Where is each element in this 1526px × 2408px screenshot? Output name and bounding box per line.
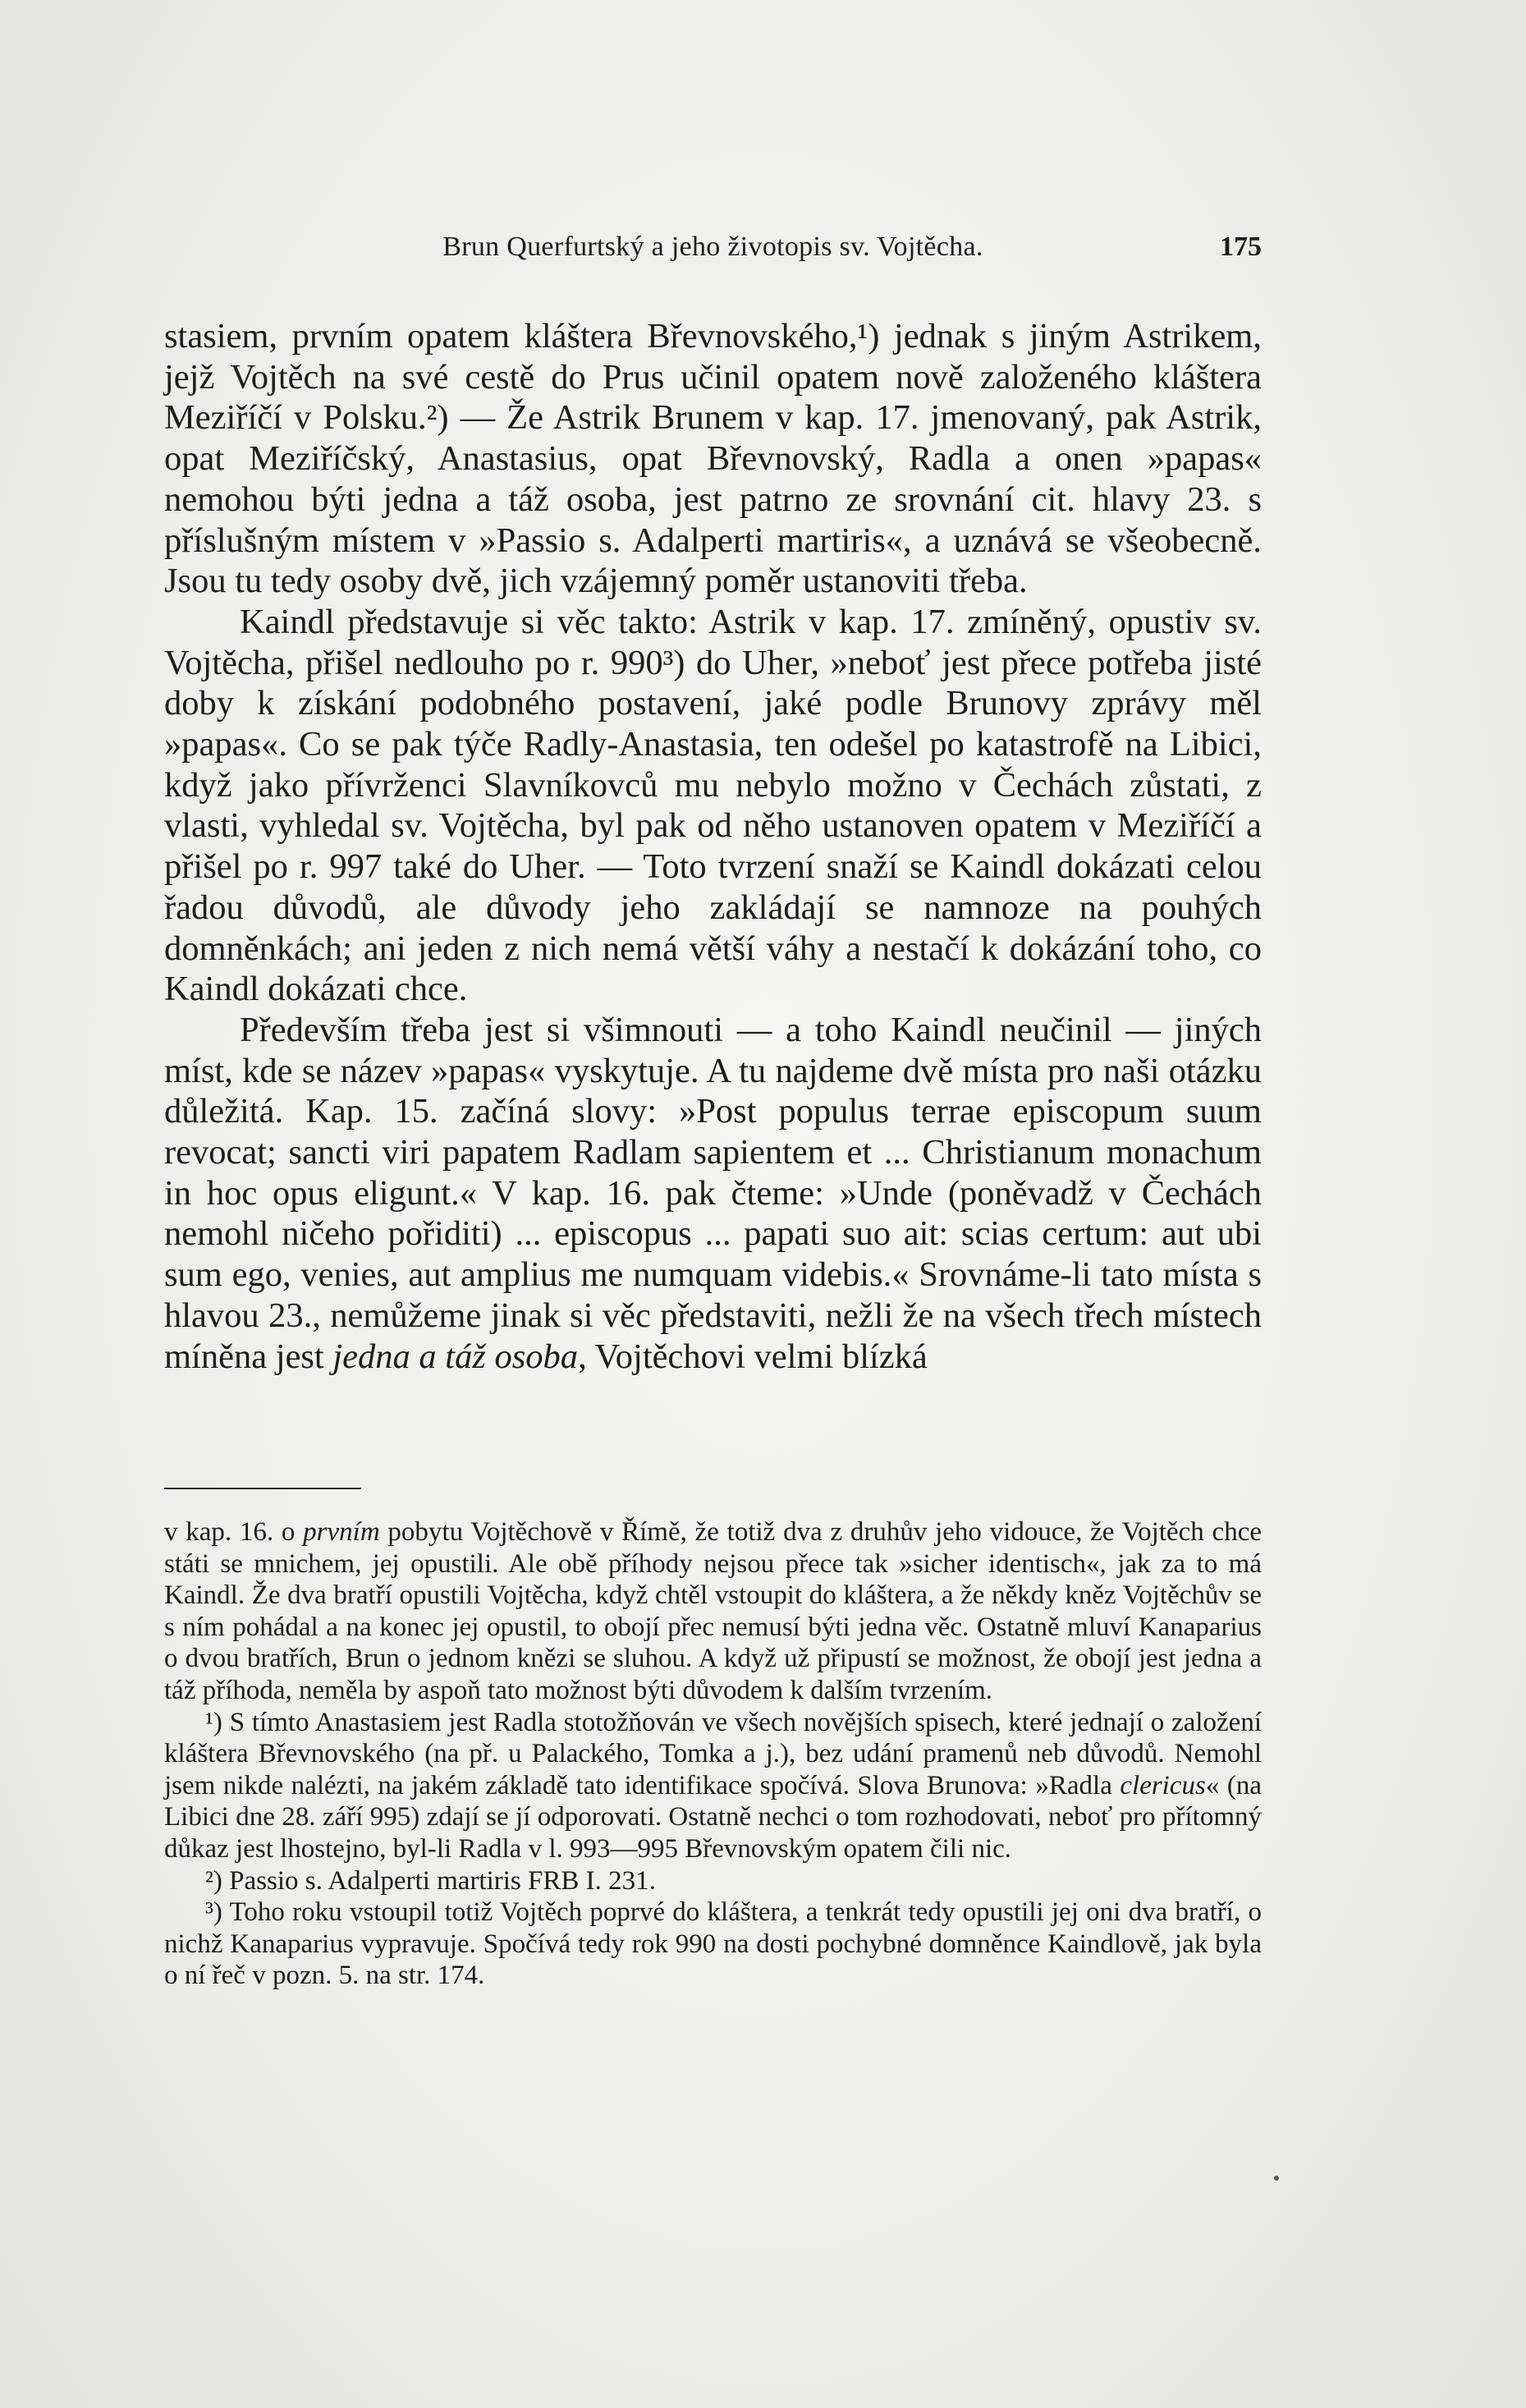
footnote-2: ²) Passio s. Adalperti martiris FRB I. 231. (205, 1865, 656, 1896)
footnote-1-text: ¹) S tímto Anastasiem jest Radla stotožňován ve všech novějších spisech, které jednají o založení kláštera Břevnovského (na př. u Palackého, Tomka a j.), bez udání pramenů neb důvodů. Nemohl jsem nikde nalézti, na jakém základě tato identifikace spočívá. Slova Brunova: »Radla (164, 1707, 1262, 1800)
footnote-3: ³) Toho roku vstoupil totiž Vojtěch poprvé do kláštera, a tenkrát tedy opustili jej oni dva bratří, o nichž Kanaparius vypravuje. Spočívá tedy rok 990 na dosti pochybné domněnce Kaindlově, jak byla o ní řeč v pozn. 5. na str. 174. (164, 1897, 1262, 1991)
footnote-1-emphasis: clericus (1120, 1770, 1206, 1800)
ink-speck (1274, 2176, 1279, 2181)
paragraph-papas (164, 1010, 1262, 1377)
footnote-1 (164, 1707, 1262, 1865)
paragraph-3-tail: , Vojtěchovi velmi blízká (578, 1337, 928, 1376)
page-header (164, 232, 1262, 277)
footnote-rule (164, 1488, 361, 1489)
page-number: 175 (1220, 232, 1262, 262)
running-head: Brun Querfurtský a jeho životopis sv. Vojtěcha. (442, 232, 983, 262)
footnote-cont-emphasis: prvním (303, 1517, 380, 1547)
paragraph-1-text: stasiem, prvním opatem kláštera Břevnovského,¹) jednak s jiným Astrikem, jejž Vojtěch na své cestě do Prus učinil opatem nově založeného kláštera Meziříčí v Polsku.²) — Že Astrik Brunem v kap. 17. jmenovaný, pak Astrik, opat Meziříčský, Anastasius, opat Břevnovský, Radla a onen »papas« nemohou býti jedna a táž osoba, jest patrno ze srovnání cit. hlavy 23. s příslušným místem v »Passio s. Adalperti martiris«, a uznává se všeobecně. Jsou tu tedy osoby dvě, jich vzájemný poměr ustanoviti třeba. (164, 317, 1262, 601)
paragraph-3-emphasis: jedna a táž osoba (332, 1337, 579, 1376)
footnote-cont-text: v kap. 16. o (164, 1517, 304, 1547)
paragraph-kaindl (164, 602, 1262, 1010)
footnotes (164, 1516, 1262, 1992)
footnote-1-tail: « (na Libici dne 28. září 995) zdají se jí odporovati. Ostatně nechci o tom rozhodovati, neboť pro přítomný důkaz jest lhostejno, byl-li Radla v l. 993—995 Břevnovským opatem čili nic. (164, 1770, 1263, 1864)
paragraph-continuation (164, 316, 1262, 602)
footnote-continuation (164, 1516, 1262, 1707)
paragraph-3-text: Především třeba jest si všimnouti — a toho Kaindl neučinil — jiných míst, kde se název »papas« vyskytuje. A tu najdeme dvě místa pro naši otázku důležitá. Kap. 15. začíná slovy: »Post populus terrae episcopum suum revocat; sancti viri papatem Radlam sapientem et ... Christianum monachum in hoc opus eligunt.« V kap. 16. pak čteme: »Unde (poněvadž v Čechách nemohl ničeho pořiditi) ... episcopus ... papati suo ait: scias certum: aut ubi sum ego, venies, aut amplius me numquam videbis.« Srovnáme-li tato místa s hlavou 23., nemůžeme jinak si věc představiti, nežli že na všech třech místech míněna jest (164, 1010, 1262, 1376)
footnote-cont-tail: pobytu Vojtěchově v Římě, že totiž dva z druhův jeho vidouce, že Vojtěch chce státi se mnichem, jej opustili. Ale obě příhody nejsou přece tak »sicher identisch«, jak za to má Kaindl. Že dva bratří opustili Vojtěcha, když chtěl vstoupit do kláštera, a že někdy kněz Vojtěchův se s ním pohádal a na konec jej opustil, to obojí přec nemusí býti jedna věc. Ostatně mluví Kanaparius o dvou bratřích, Brun o jednom knězi se sluhou. A když už připustí se možnost, že obojí jest jedna a táž příhoda, neměla by aspoň tato možnost býti důvodem k dalším tvrzením. (164, 1517, 1262, 1705)
main-text (164, 316, 1262, 1377)
paragraph-2-text: Kaindl představuje si věc takto: Astrik v kap. 17. zmíněný, opustiv sv. Vojtěcha, přišel nedlouho po r. 990³) do Uher, »neboť jest přece potřeba jisté doby k získání podobného postavení, jaké podle Brunovy zprávy měl »papas«. Co se pak týče Radly-Anastasia, ten odešel po katastrofě na Libici, když jako přívrženci Slavníkovců mu nebylo možno v Čechách zůstati, z vlasti, vyhledal sv. Vojtěcha, byl pak od něho ustanoven opatem v Meziříčí a přišel po r. 997 také do Uher. — Toto tvrzení snaží se Kaindl dokázati celou řadou důvodů, ale důvody jeho zakládají se namnoze na pouhých domněnkách; ani jeden z nich nemá větší váhy a nestačí k dokázání toho, co Kaindl dokázati chce. (164, 602, 1262, 1009)
